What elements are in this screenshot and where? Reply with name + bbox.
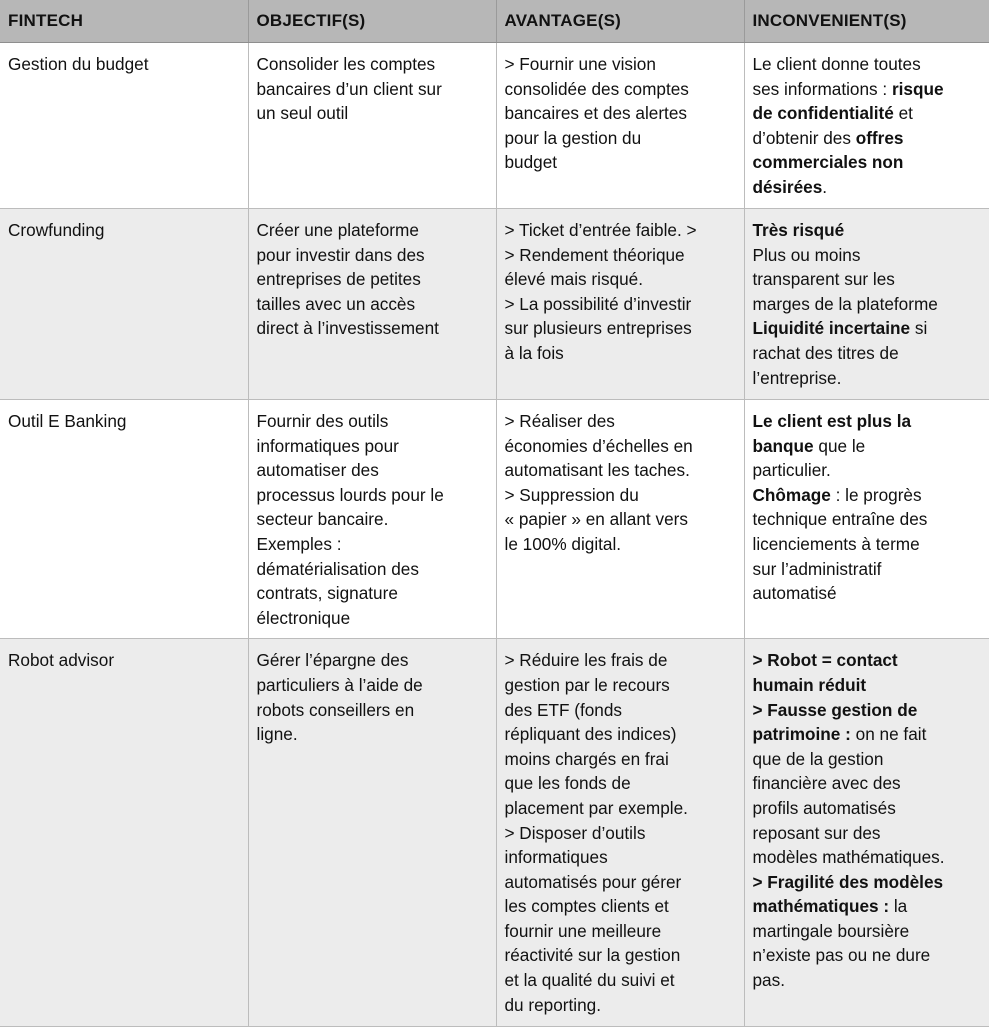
text-segment: financière avec des [752, 773, 901, 794]
bold-text: banque [752, 435, 814, 456]
cell-line: > Réduire les frais de [504, 650, 668, 671]
cell-line: pour la gestion du [504, 127, 642, 148]
cell-fintech: Outil E Banking [0, 400, 248, 639]
cell-line: informatiques [504, 847, 608, 868]
cell-line [753, 218, 981, 243]
cell-objectif [248, 43, 496, 209]
text-segment: pas. [752, 970, 785, 991]
text-segment: d’obtenir des [752, 127, 856, 148]
table-body [0, 43, 989, 1027]
cell-fintech: Robot advisor [0, 639, 248, 1027]
cell-line [753, 943, 981, 968]
cell-line: secteur bancaire. [256, 509, 389, 530]
cell-line [753, 150, 981, 175]
text-segment: et [893, 103, 913, 124]
cell-line: fournir une meilleure [504, 920, 662, 941]
table-row [0, 209, 989, 400]
bold-text: Très risqué [752, 220, 845, 240]
cell-line [753, 267, 981, 292]
text-segment: Le client donne toutes [752, 54, 921, 74]
cell-line [753, 698, 981, 723]
cell-line: pour investir dans des [256, 244, 425, 265]
cell-line [753, 894, 981, 919]
cell-line [753, 77, 981, 102]
cell-line: > Réaliser des [504, 411, 615, 431]
cell-line [753, 458, 981, 483]
bold-text: > Fragilité des modèles [752, 871, 944, 892]
cell-line: des ETF (fonds [504, 699, 622, 720]
cell-line [753, 409, 981, 434]
cell-line [753, 52, 981, 77]
cell-line [753, 341, 981, 366]
cell-line: Consolider les comptes [256, 54, 436, 74]
cell-line: > Suppression du [504, 484, 639, 505]
cell-line [753, 507, 981, 532]
cell-line: Exemples : [256, 533, 342, 554]
cell-fintech: Gestion du budget [0, 43, 248, 209]
text-segment: marges de la plateforme [752, 293, 938, 314]
cell-line: budget [504, 152, 558, 173]
header-avantages: AVANTAGE(S) [496, 0, 744, 43]
cell-line: le 100% digital. [504, 533, 622, 554]
text-segment: on ne fait [850, 724, 927, 745]
cell-inconvenient [744, 43, 989, 209]
text-segment: modèles mathématiques. [752, 847, 945, 868]
cell-line: bancaires d’un client sur [256, 78, 442, 99]
text-segment: l’entreprise. [752, 367, 842, 388]
cell-line [753, 747, 981, 772]
cell-line: entreprises de petites [256, 269, 421, 290]
cell-line [753, 771, 981, 796]
cell-line [753, 796, 981, 821]
cell-line: ligne. [256, 724, 298, 745]
cell-line [753, 870, 981, 895]
cell-objectif [248, 400, 496, 639]
cell-line: automatisant les taches. [504, 460, 690, 481]
bold-text: mathématiques : [752, 896, 890, 917]
table-row [0, 43, 989, 209]
cell-line [753, 821, 981, 846]
bold-text: risque [891, 78, 944, 99]
cell-inconvenient [744, 209, 989, 400]
cell-line: > Disposer d’outils [504, 822, 646, 843]
cell-line [753, 316, 981, 341]
cell-line: processus lourds pour le [256, 484, 444, 505]
cell-line: un seul outil [256, 103, 349, 124]
cell-line [753, 434, 981, 459]
bold-text: offres [855, 127, 904, 148]
cell-line: que les fonds de [504, 773, 631, 794]
cell-line: réactivité sur la gestion [504, 945, 681, 966]
bold-text: désirées [752, 176, 823, 197]
cell-inconvenient [744, 400, 989, 639]
cell-line: > Fournir une vision [504, 54, 656, 74]
text-segment: martingale boursière [752, 920, 910, 941]
cell-line: > La possibilité d’investir [504, 293, 692, 314]
cell-inconvenient [744, 639, 989, 1027]
cell-line: bancaires et des alertes [504, 103, 687, 124]
bold-text: Le client est plus la [752, 411, 912, 431]
cell-line: « papier » en allant vers [504, 509, 688, 530]
cell-line: économies d’échelles en [504, 435, 693, 456]
bold-text: commerciales non [752, 152, 904, 173]
cell-line: gestion par le recours [504, 674, 670, 695]
bold-text: > Robot = contact [752, 650, 898, 671]
cell-avantage [496, 639, 744, 1027]
bold-text: de confidentialité [752, 103, 894, 124]
cell-objectif [248, 639, 496, 1027]
cell-line: tailles avec un accès [256, 293, 416, 314]
bold-text: Liquidité incertaine [752, 318, 911, 339]
cell-line: moins chargés en frai [504, 748, 669, 769]
cell-line [753, 722, 981, 747]
text-segment: reposant sur des [752, 822, 881, 843]
bold-text: Chômage [752, 484, 831, 505]
cell-line: particuliers à l’aide de [256, 674, 423, 695]
header-row [0, 0, 989, 43]
cell-line [753, 845, 981, 870]
cell-line: contrats, signature [256, 583, 398, 604]
cell-line: Gérer l’épargne des [256, 650, 409, 671]
text-segment: Plus ou moins [752, 244, 861, 265]
cell-line [753, 673, 981, 698]
cell-line [753, 366, 981, 391]
cell-line [753, 648, 981, 673]
cell-line: Créer une plateforme [256, 220, 419, 240]
cell-line [753, 175, 981, 200]
cell-line [753, 243, 981, 268]
cell-fintech: Crowfunding [0, 209, 248, 400]
text-segment: technique entraîne des [752, 509, 928, 530]
cell-line: direct à l’investissement [256, 318, 439, 339]
cell-line [753, 101, 981, 126]
text-segment: la [889, 896, 908, 917]
text-segment: ses informations : [752, 78, 892, 99]
text-segment: . [822, 176, 828, 197]
text-segment: si [910, 318, 928, 339]
cell-line: élevé mais risqué. [504, 269, 644, 290]
cell-line: les comptes clients et [504, 896, 669, 917]
text-segment: que le [813, 435, 866, 456]
header-fintech: FINTECH [0, 0, 248, 43]
text-segment: licenciements à terme [752, 533, 920, 554]
cell-line: sur plusieurs entreprises [504, 318, 692, 339]
table-row [0, 400, 989, 639]
text-segment: : le progrès [830, 484, 922, 505]
cell-line: automatisés pour gérer [504, 871, 682, 892]
cell-line: placement par exemple. [504, 797, 688, 818]
bold-text: > Fausse gestion de [752, 699, 918, 720]
text-segment: sur l’administratif [752, 558, 882, 579]
cell-line [753, 581, 981, 606]
cell-line: répliquant des indices) [504, 724, 677, 745]
cell-line: automatiser des [256, 460, 379, 481]
text-segment: automatisé [752, 583, 837, 604]
cell-line [753, 968, 981, 993]
text-segment: transparent sur les [752, 269, 895, 290]
cell-line: consolidée des comptes [504, 78, 689, 99]
text-segment: que de la gestion [752, 748, 884, 769]
bold-text: humain réduit [752, 674, 867, 695]
cell-line: électronique [256, 607, 351, 628]
cell-line: dématérialisation des [256, 558, 419, 579]
cell-line: Fournir des outils [256, 411, 389, 431]
cell-line [753, 532, 981, 557]
cell-line [753, 292, 981, 317]
text-segment: n’existe pas ou ne dure [752, 945, 931, 966]
cell-line: > Rendement théorique [504, 244, 685, 265]
cell-avantage [496, 400, 744, 639]
cell-line: et la qualité du suivi et [504, 970, 675, 991]
cell-objectif [248, 209, 496, 400]
table-row [0, 639, 989, 1027]
cell-avantage [496, 209, 744, 400]
text-segment: profils automatisés [752, 797, 896, 818]
header-objectifs: OBJECTIF(S) [248, 0, 496, 43]
cell-line [753, 483, 981, 508]
cell-line: robots conseillers en [256, 699, 415, 720]
cell-line [753, 126, 981, 151]
text-segment: particulier. [752, 460, 831, 481]
cell-line: > Ticket d’entrée faible. > [504, 220, 697, 240]
bold-text: patrimoine : [752, 724, 851, 745]
cell-line: à la fois [504, 342, 564, 363]
cell-line: du reporting. [504, 994, 602, 1015]
text-segment: rachat des titres de [752, 342, 899, 363]
cell-line [753, 919, 981, 944]
header-inconvenients: INCONVENIENT(S) [744, 0, 989, 43]
cell-avantage [496, 43, 744, 209]
cell-line [753, 557, 981, 582]
cell-line: informatiques pour [256, 435, 399, 456]
